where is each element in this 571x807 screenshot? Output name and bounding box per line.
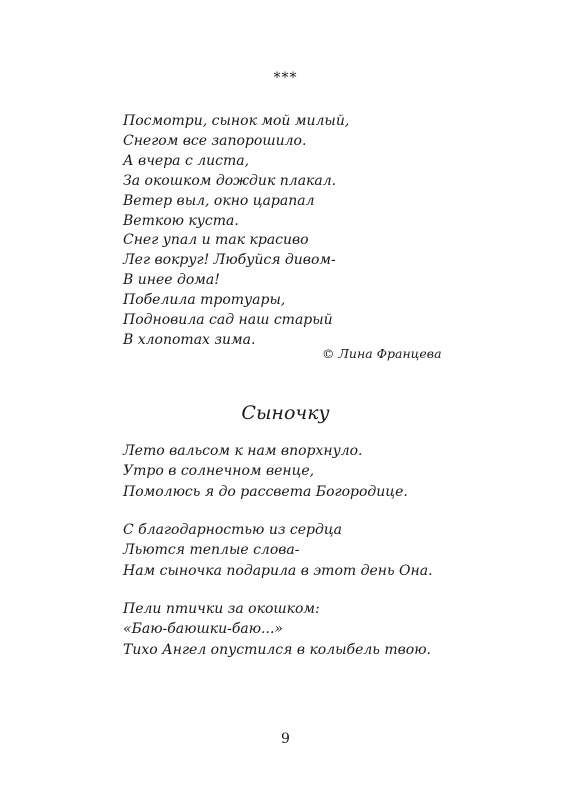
poem-line: Лето вальсом к нам впорхнуло.	[123, 443, 363, 459]
poem-line: Снегом все запорошило.	[123, 132, 307, 149]
poem-line: Ветер выл, окно царапал	[123, 192, 315, 209]
poem-separator: ***	[273, 70, 298, 86]
poem-2-stanza-2	[123, 520, 433, 581]
poem-line: «Баю-баюшки-баю...»	[123, 621, 283, 638]
poem-line: За окошком дождик плакал.	[123, 172, 337, 189]
poem-line: Подновила сад наш старый	[123, 312, 333, 329]
poem-line: В хлопотах зима.	[123, 331, 256, 348]
page-number: 9	[281, 731, 290, 747]
poem-line: Льются теплые слова-	[123, 542, 300, 559]
poem-2-stanza-3	[123, 599, 431, 660]
poem-1-body	[123, 112, 349, 351]
poem-line: С благодарностью из сердца	[123, 522, 342, 538]
poem-line: Утро в солнечном венце,	[123, 463, 315, 480]
poem-line: Лег вокруг! Любуйся дивом-	[123, 252, 336, 269]
poem-line: Нам сыночка подарила в этот день Она.	[123, 562, 433, 579]
poem-title: Сыночку	[241, 402, 330, 424]
poem-line: А вчера с листа,	[123, 152, 250, 169]
poem-line: Тихо Ангел опустился в колыбель твою.	[123, 641, 431, 658]
poem-line: Снег упал и так красиво	[123, 232, 309, 249]
author-signature: © Лина Францева	[322, 346, 442, 361]
poem-line: Пели птички за окошком:	[123, 601, 320, 617]
poem-line: В инее дома!	[123, 272, 220, 289]
poem-line: Посмотри, сынок мой милый,	[123, 113, 350, 129]
poem-line: Побелила тротуары,	[123, 292, 286, 309]
poem-2-stanza-1	[123, 441, 408, 502]
poem-line: Веткою куста.	[123, 212, 239, 229]
poem-line: Помолюсь я до рассвета Богородице.	[123, 483, 408, 500]
